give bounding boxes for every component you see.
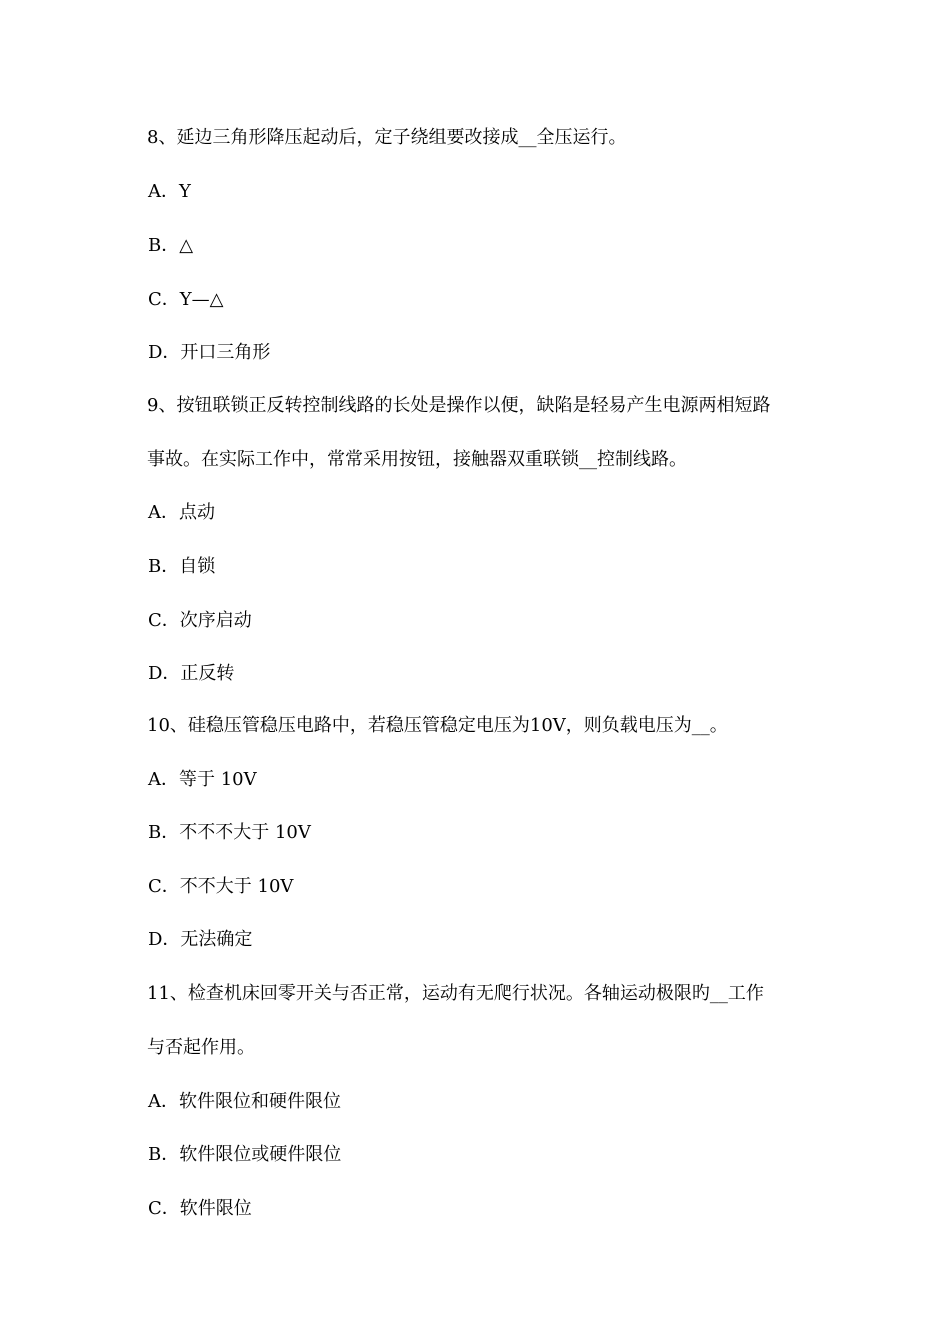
question-9-option-c: C．次序启动 [148, 610, 252, 631]
question-11-line-2: 与否起作用。 [147, 1037, 255, 1058]
question-10-option-b: B．不不不大于 10V [148, 822, 311, 843]
question-8-option-a: A．Y [148, 181, 191, 202]
question-9-option-d: D．正反转 [148, 663, 235, 684]
question-8-option-d: D．开口三角形 [148, 342, 271, 363]
question-9-option-a: A．点动 [148, 502, 215, 523]
question-10-line-1: 10、硅稳压管稳压电路中，若稳压管稳定电压为10V，则负载电压为__。 [147, 715, 728, 736]
question-11-option-a: A．软件限位和硬件限位 [148, 1091, 341, 1112]
question-10-option-d: D．无法确定 [148, 929, 253, 950]
question-8-option-c: C．Y—△ [148, 289, 224, 310]
question-10-option-a: A．等于 10V [148, 769, 257, 790]
question-11-line-1: 11、检查机床回零开关与否正常，运动有无爬行状况。各轴运动极限旳__工作 [147, 983, 764, 1004]
question-10-option-c: C．不不大于 10V [148, 876, 294, 897]
question-8-line-1: 8、延边三角形降压起动后，定子绕组要改接成__全压运行。 [147, 127, 627, 148]
question-9-option-b: B．自锁 [148, 556, 216, 577]
question-11-option-b: B．软件限位或硬件限位 [148, 1144, 342, 1165]
question-11-option-c: C．软件限位 [148, 1198, 252, 1219]
question-9-line-1: 9、按钮联锁正反转控制线路的长处是操作以便，缺陷是轻易产生电源两相短路 [147, 395, 771, 416]
question-8-option-b: B．△ [148, 235, 194, 256]
question-9-line-2: 事故。在实际工作中，常常采用按钮，接触器双重联锁__控制线路。 [147, 449, 687, 470]
